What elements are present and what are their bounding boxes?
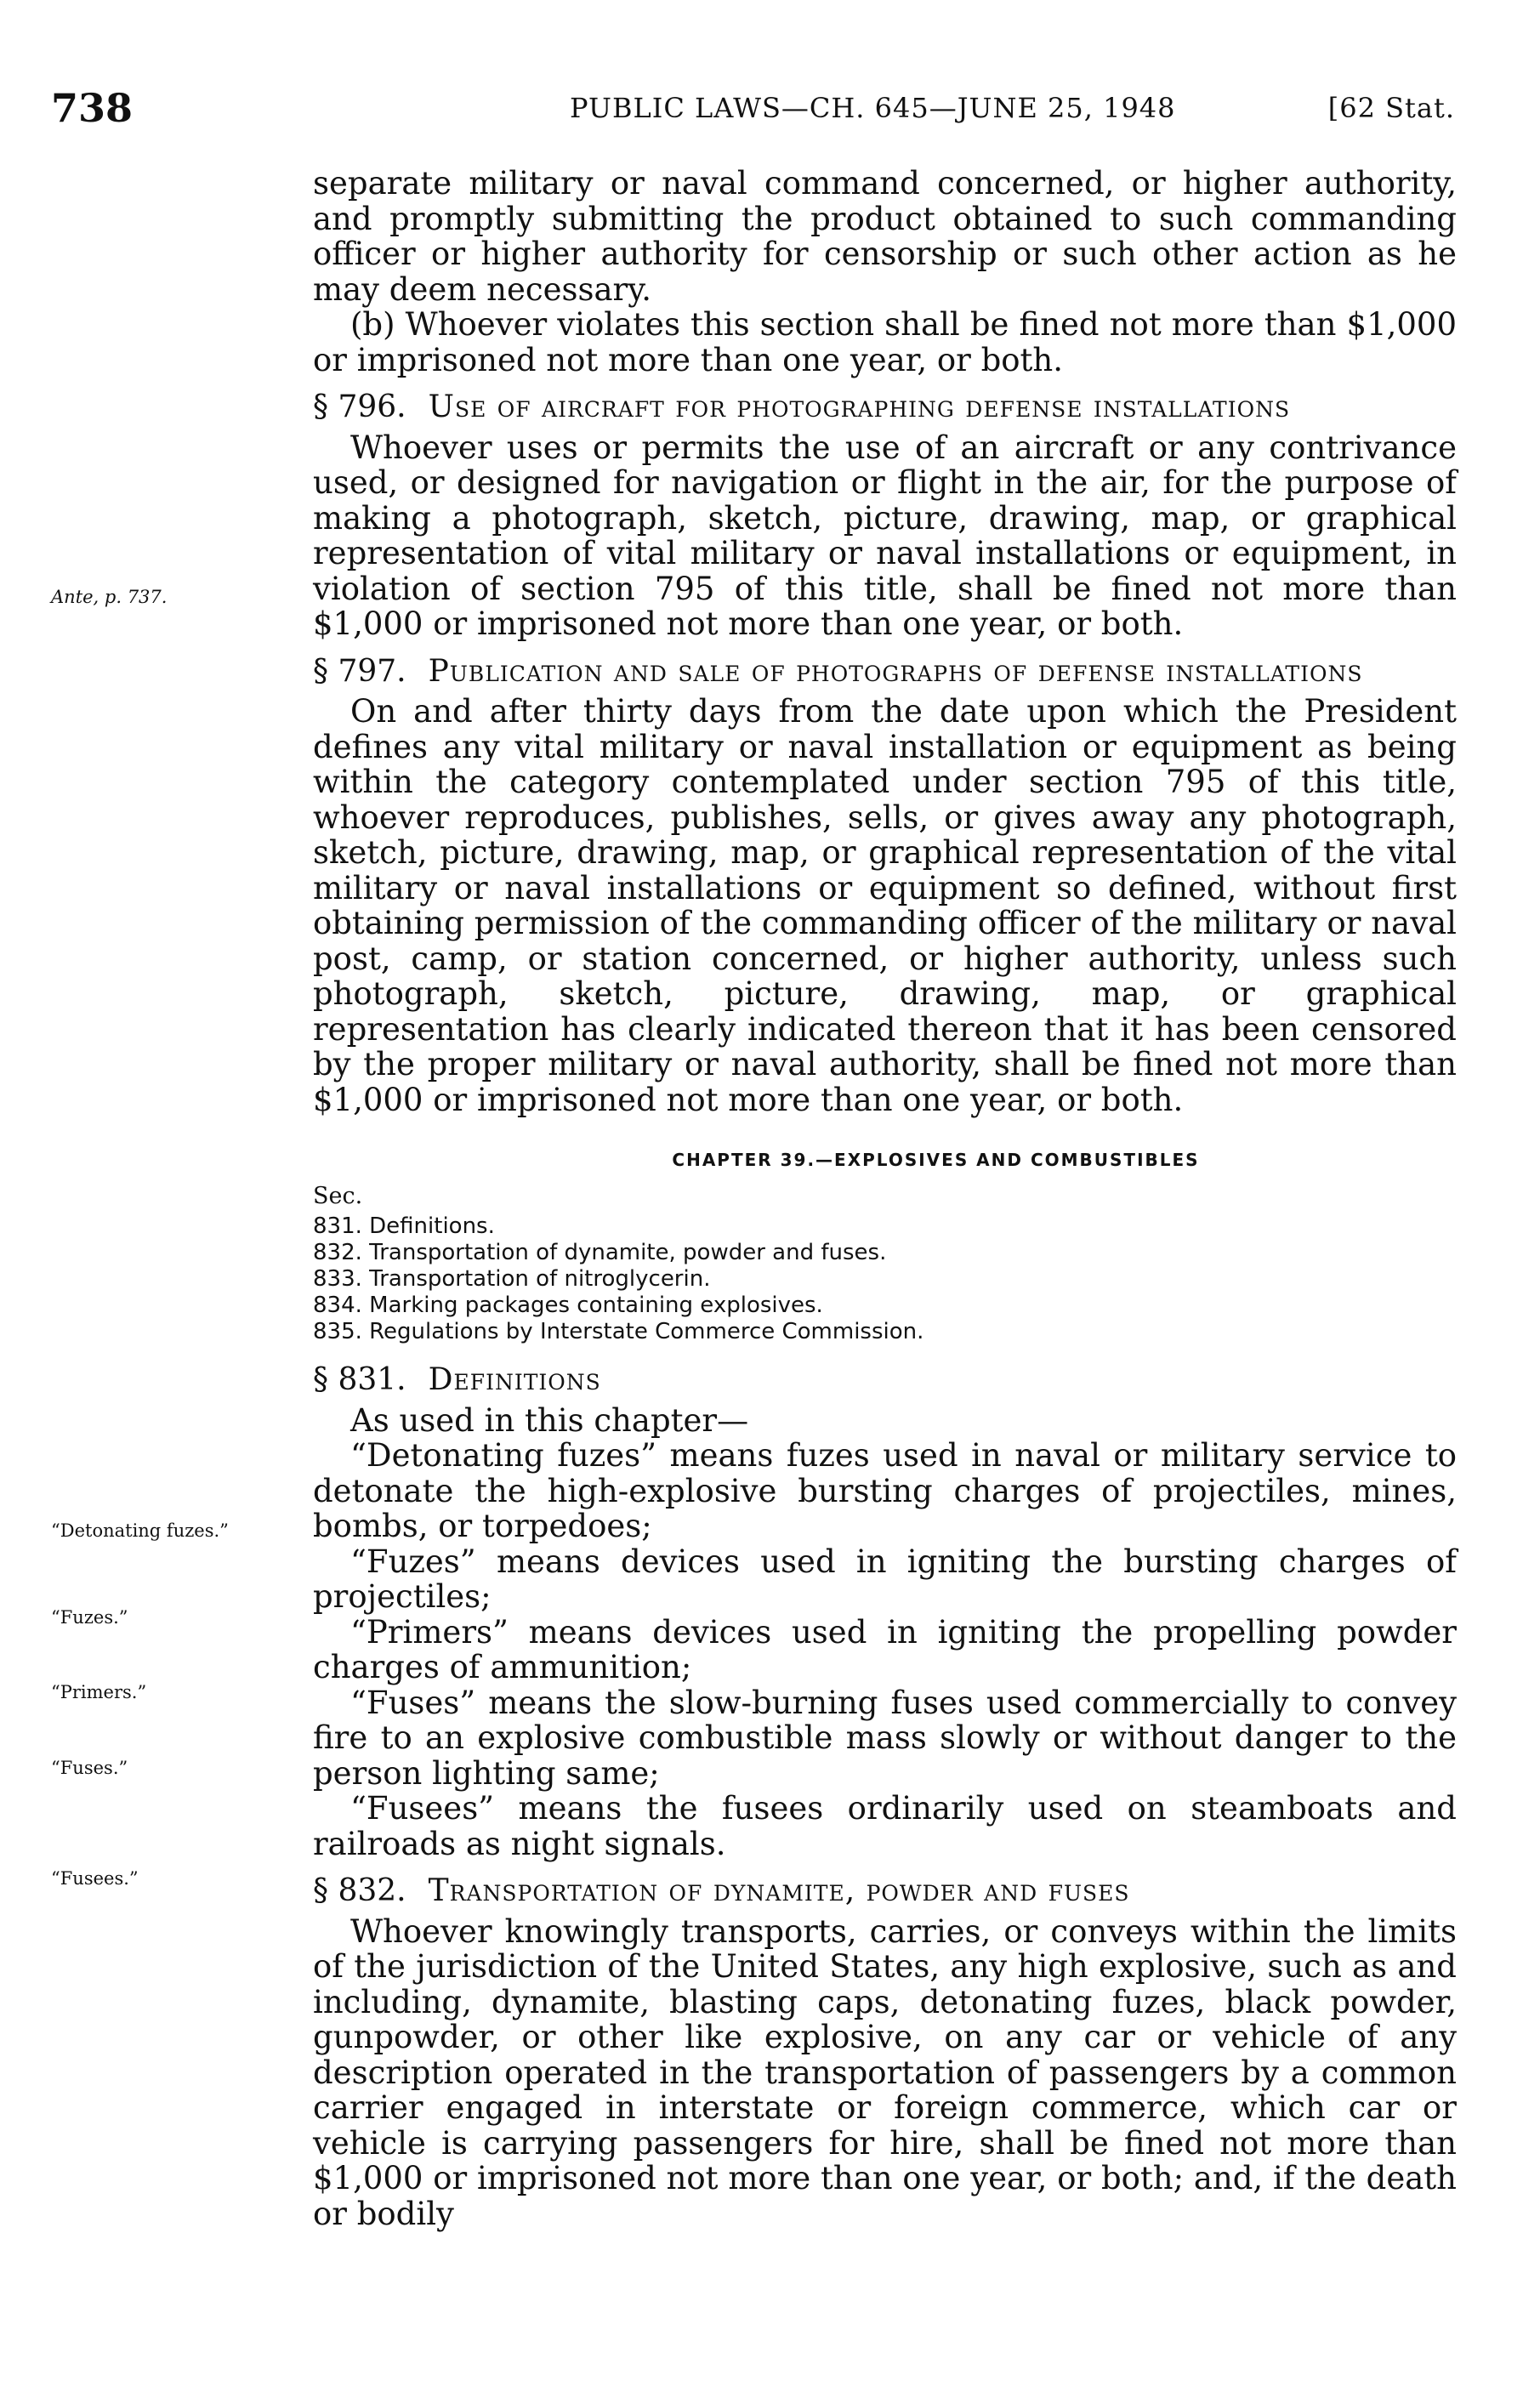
chapter-toc: [313, 1213, 1457, 1345]
section-832-number: § 832.: [313, 1873, 406, 1908]
margin-note-detonating-fuzes: “Detonating fuzes.”: [51, 1520, 229, 1541]
toc-item: 832. Transportation of dynamite, powder and fuses.: [313, 1240, 887, 1265]
chapter-title: CHAPTER 39.—EXPLOSIVES AND COMBUSTIBLES: [672, 1150, 1200, 1170]
chapter-39-block: [313, 1143, 1457, 1345]
margin-note-fuses: “Fuses.”: [51, 1758, 128, 1778]
section-832-title: Transportation of dynamite, powder and fuses: [428, 1873, 1130, 1908]
paragraph-subsection-b: (b) Whoever violates this section shall be fined not more than $1,000 or imprisoned not more than one year, or both.: [313, 306, 1457, 378]
section-832-text: Whoever knowingly transports, carries, or conveys within the limits of the jurisdiction of the United States, any high explosive, such as and including, dynamite, blasting caps, detonating fuzes, black powder, gunpowder, or other like explosive, on any car or vehicle of any description operated in the transportation of passengers by a common carrier engaged in interstate or foreign commerce, which car or vehicle is carrying passengers for hire, shall be fined not more than $1,000 or imprisoned not more than one year, or both; and, if the death or bodily: [313, 1912, 1457, 2232]
toc-item: 835. Regulations by Interstate Commerce Commission.: [313, 1319, 924, 1344]
margin-note-ante: Ante, p. 737.: [51, 587, 168, 607]
section-796-number: § 796.: [313, 389, 406, 424]
statute-reference: [62 Stat.: [1327, 92, 1455, 124]
toc-item: 831. Definitions.: [313, 1213, 495, 1239]
section-797-heading: [313, 654, 1457, 690]
section-797-text: On and after thirty days from the date upon which the President defines any vital military or naval installation or equipment as being within the category contemplated under section 795 of this title, whoever reproduces, publishes, sells, or gives away any photograph, sketch, picture, drawing, map, or graphical representation of the vital military or naval installations or equipment so defined, without first obtaining permission of the commanding officer of the military or naval post, camp, or station concerned, or higher authority, unless such photograph, sketch, picture, drawing, map, or graphical representation has clearly indicated thereon that it has been censored by the proper military or naval authority, shall be fined not more than $1,000 or imprisoned not more than one year, or both.: [313, 693, 1457, 1118]
definition-detonating-fuzes: “Detonating fuzes” means fuzes used in naval or military service to detonate the high-explosive bursting charges of projectiles, mines, bombs, or torpedoes;: [313, 1437, 1457, 1544]
section-796-title: Use of aircraft for photographing defense installations: [428, 389, 1291, 424]
margin-note-fusees: “Fusees.”: [51, 1868, 139, 1889]
toc-item: 834. Marking packages containing explosives.: [313, 1293, 823, 1318]
toc-item: 833. Transportation of nitroglycerin.: [313, 1266, 711, 1292]
section-831-number: § 831.: [313, 1362, 406, 1397]
section-831-title: Definitions: [428, 1362, 601, 1397]
section-796-text: Whoever uses or permits the use of an aircraft or any contrivance used, or designed for navigation or flight in the air, for the purpose of making a photograph, sketch, picture, drawing, map, or graphical representation of vital military or naval installations or equipment, in violation of section 795 of this title, shall be fined not more than $1,000 or imprisoned not more than one year, or both.: [313, 429, 1457, 642]
definition-fusees: “Fusees” means the fusees ordinarily used on steamboats and railroads as night signals.: [313, 1790, 1457, 1862]
definition-fuzes: “Fuzes” means devices used in igniting the bursting charges of projectiles;: [313, 1543, 1457, 1615]
section-797-title: Publication and sale of photographs of defense installations: [428, 653, 1363, 689]
margin-note-fuzes: “Fuzes.”: [51, 1607, 128, 1628]
body-text: [313, 166, 1457, 2231]
section-796-heading: [313, 389, 1457, 425]
definition-primers: “Primers” means devices used in igniting the propelling powder charges of ammunition;: [313, 1613, 1457, 1685]
paragraph-continuation: separate military or naval command concerned, or higher authority, and promptly submitting the product obtained to such commanding officer or higher authority for censorship or such other action as he may deem necessary.: [313, 165, 1457, 308]
running-head: PUBLIC LAWS—CH. 645—JUNE 25, 1948: [570, 92, 1176, 124]
page-number: 738: [51, 85, 134, 131]
definition-fuses: “Fuses” means the slow-burning fuses used commercially to convey fire to an explosive combustible mass slowly or without danger to the person lighting same;: [313, 1684, 1457, 1792]
section-831-intro: As used in this chapter—: [350, 1401, 749, 1439]
section-797-number: § 797.: [313, 653, 406, 689]
page-header: [51, 85, 1455, 136]
section-831-heading: [313, 1362, 1457, 1398]
margin-note-primers: “Primers.”: [51, 1682, 147, 1702]
toc-sec-label: Sec.: [313, 1182, 363, 1209]
section-832-heading: [313, 1873, 1457, 1909]
